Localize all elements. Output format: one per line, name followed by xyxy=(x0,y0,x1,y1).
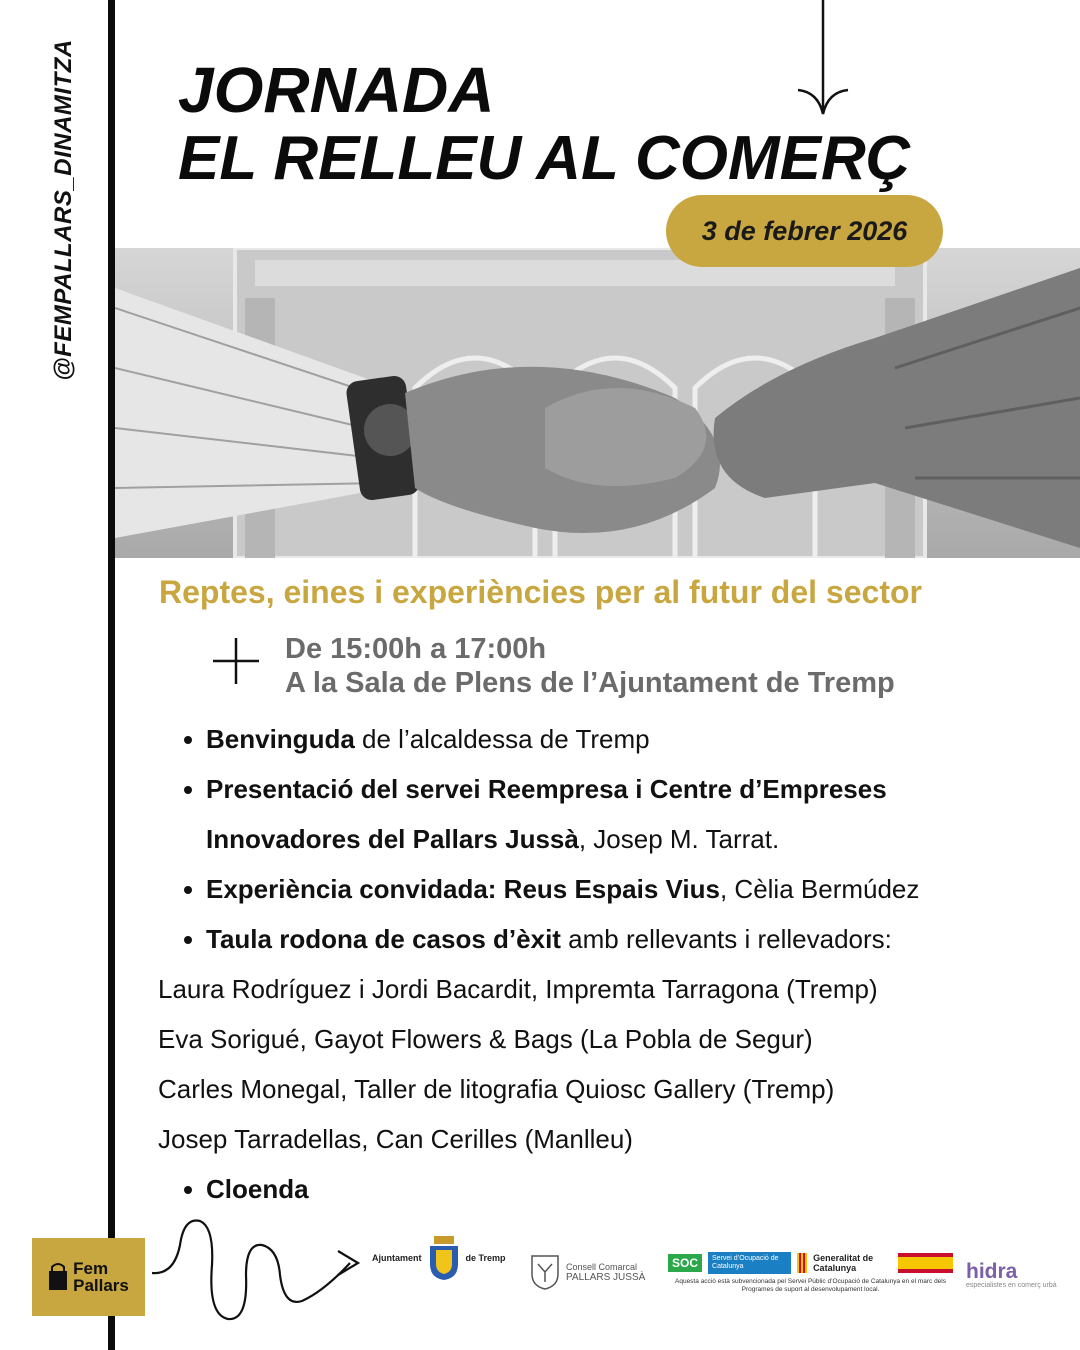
consell-comarcal-logo xyxy=(530,1254,645,1290)
social-handle: @FEMPALLARS_DINAMITZA xyxy=(50,39,77,381)
fem-pallars-logo xyxy=(32,1238,145,1316)
guest-line: Laura Rodríguez i Jordi Bacardit, Impremta Tarragona (Tremp) xyxy=(158,974,878,1004)
funding-logos xyxy=(668,1252,953,1294)
agenda xyxy=(158,714,1058,1214)
handshake-photo xyxy=(115,248,1080,558)
consell-crest-icon xyxy=(530,1254,560,1290)
agenda-item-text: , Josep M. Tarrat. xyxy=(578,824,780,854)
date-badge xyxy=(666,195,943,267)
ajuntament-tremp-logo xyxy=(372,1236,506,1280)
agenda-item-text: , Cèlia Bermúdez xyxy=(719,874,920,904)
agenda-item-bold: Experiència convidada: Reus Espais Vius xyxy=(206,874,720,904)
hidra-name: hidra xyxy=(966,1260,1018,1283)
spanish-government-logo xyxy=(898,1253,953,1273)
coat-of-arms-icon xyxy=(428,1236,460,1280)
agenda-item xyxy=(158,914,1058,964)
bag-icon xyxy=(48,1263,68,1291)
agenda-item-bold: Presentació del servei Reempresa i Centre d’Empreses xyxy=(206,774,887,804)
hidra-tagline: especialistes en comerç urbà xyxy=(966,1282,1057,1289)
agenda-item xyxy=(158,714,1058,764)
agenda-item xyxy=(158,1164,1058,1214)
title-line-1: JORNADA xyxy=(178,54,495,126)
guest-line: Josep Tarradellas, Can Cerilles (Manlleu) xyxy=(158,1124,633,1154)
agenda-item-bold: Innovadores del Pallars Jussà xyxy=(206,824,579,854)
squiggle-arrow-icon xyxy=(150,1215,370,1327)
consell-text: PALLARS JUSSÀ xyxy=(566,1271,646,1283)
subtitle: Reptes, eines i experiències per al futur del sector xyxy=(159,574,922,610)
soc-service-text: Servei d’Ocupació de Catalunya xyxy=(708,1252,791,1274)
ajuntament-text: de Tremp xyxy=(465,1253,506,1263)
vertical-rule xyxy=(108,0,115,1350)
guest-line: Eva Sorigué, Gayot Flowers & Bags (La Pobla de Segur) xyxy=(158,1024,813,1054)
agenda-item-text: amb rellevants i rellevadors: xyxy=(560,924,892,954)
consell-text: Consell Comarcal xyxy=(566,1261,638,1272)
title-line-2: EL RELLEU AL COMERÇ xyxy=(178,124,911,193)
soc-logo: SOC xyxy=(668,1254,702,1272)
hidra-logo xyxy=(966,1262,1057,1289)
agenda-item-text: de l’alcaldessa de Tremp xyxy=(354,724,650,754)
agenda-item-bold: Cloenda xyxy=(206,1174,309,1204)
fem-logo-text: Fem xyxy=(73,1259,109,1278)
plus-icon xyxy=(213,638,259,684)
fem-logo-text: Pallars xyxy=(73,1276,129,1295)
date-text: 3 de febrer 2026 xyxy=(701,215,908,246)
event-place: A la Sala de Plens de l’Ajuntament de Tremp xyxy=(285,667,895,699)
ajuntament-text: Ajuntament xyxy=(372,1253,422,1263)
generalitat-logo: Generalitat de Catalunya xyxy=(813,1253,874,1273)
agenda-item-bold: Benvinguda xyxy=(206,724,355,754)
funding-note: Aquesta acció està subvencionada pel Servei Públic d’Ocupació de Catalunya en el marc dels Programes de suport al desenvolupament local. xyxy=(675,1278,946,1293)
arrow-down-icon xyxy=(796,0,850,118)
guest-line: Carles Monegal, Taller de litografia Quiosc Gallery (Tremp) xyxy=(158,1074,835,1104)
agenda-item xyxy=(158,764,1058,864)
event-details xyxy=(285,632,895,700)
event-time: De 15:00h a 17:00h xyxy=(285,633,547,665)
agenda-item-bold: Taula rodona de casos d’èxit xyxy=(206,924,561,954)
agenda-item xyxy=(158,864,1058,914)
catalan-flag-icon xyxy=(797,1253,807,1273)
